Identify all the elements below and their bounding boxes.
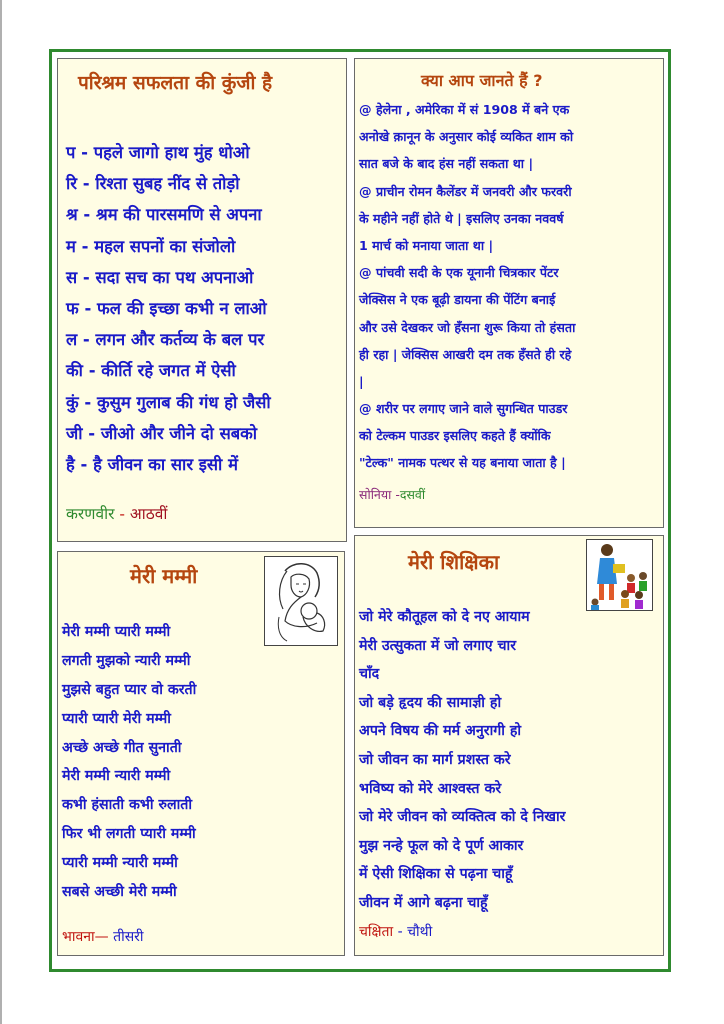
author-separator: — <box>94 929 114 945</box>
fact-line: अनोखे क़ानून के अनुसार कोई व्यकित शाम को <box>359 129 574 145</box>
poem-line: अपने विषय की मर्म अनुरागी हो <box>359 723 522 740</box>
poem-line: मुझसे बहुत प्यार वो करती <box>62 681 197 698</box>
poem-line: चाँद <box>359 666 380 683</box>
teacher-with-children-icon <box>586 539 653 611</box>
fact-line: @ हेलेना , अमेरिका में सं 1908 में बने एक <box>359 102 570 117</box>
poem-line: जो मेरे कौतूहल को दे नए आयाम <box>359 609 530 625</box>
author-separator: - <box>393 924 408 940</box>
fact-line: 1 मार्च को मनाया जाता था | <box>359 237 494 253</box>
poem-line: कुं - कुसुम गुलाब की गंध हो जैसी <box>66 392 271 412</box>
poem-line: भविष्य को मेरे आश्वस्त करे <box>359 780 502 797</box>
author-name: भावना <box>62 929 95 945</box>
author-credit <box>66 502 167 524</box>
fact-line: जेक्सिस ने एक बूढ़ी डायना की पेंटिंग बनाई <box>359 292 556 308</box>
poem-line: ल - लगन और कर्तव्य के बल पर <box>66 330 265 350</box>
poem-line: जो मेरे जीवन को व्यक्तित्व को दे निखार <box>359 809 566 826</box>
facts-text <box>359 97 661 478</box>
poem-line: जो बड़े हृदय की सामाज्ञी हो <box>359 694 502 711</box>
poem-box-meri-mummy <box>57 551 345 956</box>
fact-line: सात बजे के बाद हंस नहीं सकता था | <box>359 156 534 172</box>
author-grade: आठवीं <box>129 505 168 523</box>
author-name: करणवीर <box>66 505 115 523</box>
author-name: सोनिया <box>359 487 392 502</box>
mother-child-sketch-icon <box>264 556 338 646</box>
fact-line: @ प्राचीन रोमन कैलेंडर में जनवरी और फरवरी <box>359 183 572 199</box>
fact-line: के महीने नहीं होते थे | इसलिए उनका नववर्ष <box>359 210 564 226</box>
poem-line: प - पहले जागो हाथ मुंह धोओ <box>66 143 250 162</box>
poem-line: म - महल सपनों का संजोलो <box>66 236 236 256</box>
author-separator: - <box>391 487 400 502</box>
poem-line: मेरी मम्मी प्यारी मम्मी <box>62 624 171 640</box>
author-grade: चौथी <box>407 924 433 940</box>
page-left-edge <box>0 0 2 1024</box>
poem-title: मेरी मम्मी <box>130 564 198 588</box>
author-separator: - <box>114 505 130 523</box>
fact-line: "टेल्क" नामक पत्थर से यह बनाया जाता है | <box>359 455 566 471</box>
poem-line: मेरी मम्मी न्यारी मम्मी <box>62 768 171 785</box>
author-credit <box>62 927 144 946</box>
poem-title: मेरी शिक्षिका <box>408 550 500 574</box>
poem-line: में ऐसी शिक्षिका से पढ़ना चाहूँ <box>359 866 513 883</box>
facts-title: क्या आप जानते हैं ? <box>421 71 543 90</box>
poem-line: मुझ नन्हे फूल को दे पूर्ण आकार <box>359 837 524 854</box>
fact-line: @ पांचवी सदी के एक यूनानी चित्रकार पेंटर <box>359 265 559 281</box>
poem-box-meri-shikshika <box>354 535 664 956</box>
poem-line: मेरी उत्सुकता में जो लगाए चार <box>359 637 517 654</box>
poem-line: है - है जीवन का सार इसी में <box>66 454 238 474</box>
poem-lines <box>62 618 196 907</box>
poem-line: रि - रिश्ता सुबह नींद से तोड़ो <box>66 174 240 194</box>
facts-box <box>354 58 664 528</box>
poem-line: श्र - श्रम की पारसमणि से अपना <box>66 205 262 225</box>
poem-box-parishram <box>57 58 347 542</box>
fact-line: @ शरीर पर लगाए जाने वाले सुगन्धित पाउडर <box>359 401 568 417</box>
poem-line: अच्छे अच्छे गीत सुनाती <box>62 739 182 756</box>
poem-line: की - कीर्ति रहे जगत में ऐसी <box>66 361 236 381</box>
poem-line: प्यारी मम्मी न्यारी मम्मी <box>62 855 178 872</box>
fact-line: और उसे देखकर जो हँसना शुरू किया तो हंसता <box>359 319 576 335</box>
poem-line: स - सदा सच का पथ अपनाओ <box>66 267 254 287</box>
poem-line: लगती मुझको न्यारी मम्मी <box>62 652 191 669</box>
poem-line: जो जीवन का मार्ग प्रशस्त करे <box>359 751 511 768</box>
poem-line: सबसे अच्छी मेरी मम्मी <box>62 884 177 901</box>
poem-line: फ - फल की इच्छा कभी न लाओ <box>66 298 267 318</box>
fact-line: को टेल्कम पाउडर इसलिए कहते हैं क्योंकि <box>359 428 551 444</box>
poem-line: जीवन में आगे बढ़ना चाहूँ <box>359 894 488 911</box>
fact-line: | <box>359 373 364 389</box>
poem-line: फिर भी लगती प्यारी मम्मी <box>62 826 196 843</box>
poem-title: परिश्रम सफलता की कुंजी है <box>78 72 273 94</box>
poem-line: कभी हंसाती कभी रुलाती <box>62 797 193 814</box>
poem-lines <box>359 603 565 918</box>
author-credit <box>359 922 432 941</box>
poem-lines <box>66 137 271 480</box>
author-credit <box>359 486 425 503</box>
poem-line: जी - जीओ और जीने दो सबको <box>66 423 258 443</box>
poem-line: प्यारी प्यारी मेरी मम्मी <box>62 710 171 727</box>
author-name: चक्षिता <box>359 924 394 940</box>
author-grade: तीसरी <box>113 929 144 945</box>
fact-line: ही रहा | जेक्सिस आखरी दम तक हँसते ही रहे <box>359 346 572 362</box>
author-grade: दसवीं <box>399 487 426 502</box>
